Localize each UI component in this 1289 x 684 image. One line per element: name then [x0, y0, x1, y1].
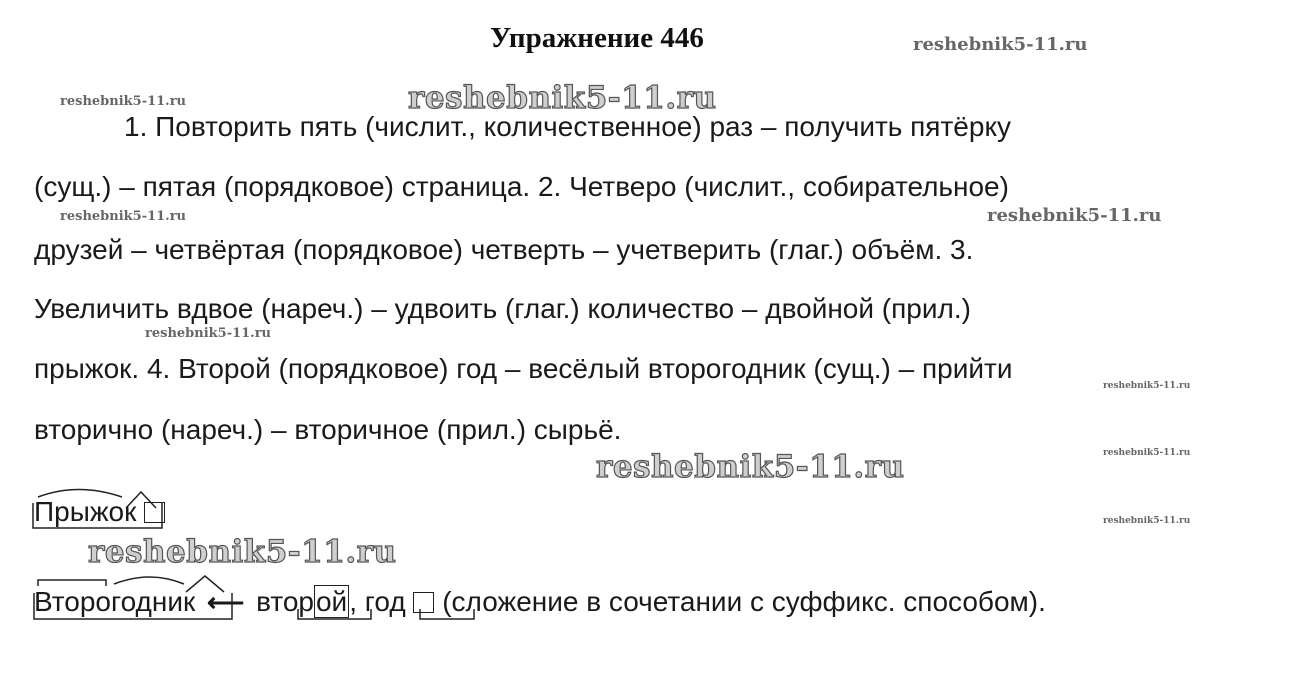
derivation-arrow: ⟵ [207, 587, 245, 617]
stem-bracket [33, 503, 162, 528]
ending-box: ой [315, 586, 348, 617]
watermark: reshebnik5-11.ru [913, 34, 1088, 55]
source-word: год [364, 586, 406, 617]
formation-method: (сложение в сочетании с суффикс. способом). [442, 586, 1046, 617]
text-line: прыжок. 4. Второй (порядковое) год – весёлый второгодник (сущ.) – прийти [34, 353, 1013, 384]
text-line: друзей – четвёртая (порядковое) четверть – учетверить (глаг.) объём. 3. [34, 234, 974, 265]
watermark: reshebnik5-11.ru [60, 209, 187, 224]
watermark: reshebnik5-11.ru [1103, 516, 1191, 526]
source-stem: втор [256, 586, 314, 617]
comma: , [349, 586, 357, 617]
watermark: reshebnik5-11.ru [987, 205, 1162, 226]
stem-bracket [298, 609, 371, 619]
analyzed-word: Второгодник [34, 586, 196, 617]
text-line: (сущ.) – пятая (порядковое) страница. 2. Четверо (числит., собирательное) [34, 171, 1009, 202]
text-line: вторично (нареч.) – вторичное (прил.) сырьё. [34, 414, 622, 445]
suffix-mark [186, 576, 224, 592]
watermark: reshebnik5-11.ru [596, 449, 905, 485]
root-arc [38, 490, 122, 498]
suffix-mark [126, 492, 156, 508]
watermark: reshebnik5-11.ru [1103, 448, 1191, 458]
watermark: reshebnik5-11.ru [88, 534, 397, 570]
watermark: reshebnik5-11.ru [408, 80, 717, 116]
root-arc [114, 577, 184, 584]
text-line: 1. Повторить пять (числит., количественное) раз – получить пятёрку [124, 111, 1012, 142]
page-title: Упражнение 446 [490, 22, 704, 54]
analyzed-word: Прыжок [34, 496, 137, 527]
text-line: Увеличить вдвое (нареч.) – удвоить (глаг.) количество – двойной (прил.) [34, 293, 971, 324]
watermark: reshebnik5-11.ru [60, 94, 187, 109]
watermark: reshebnik5-11.ru [1103, 381, 1191, 391]
root-mark [38, 580, 106, 586]
watermark: reshebnik5-11.ru [145, 326, 272, 341]
stem-bracket [34, 593, 232, 619]
stem-bracket [420, 609, 474, 619]
